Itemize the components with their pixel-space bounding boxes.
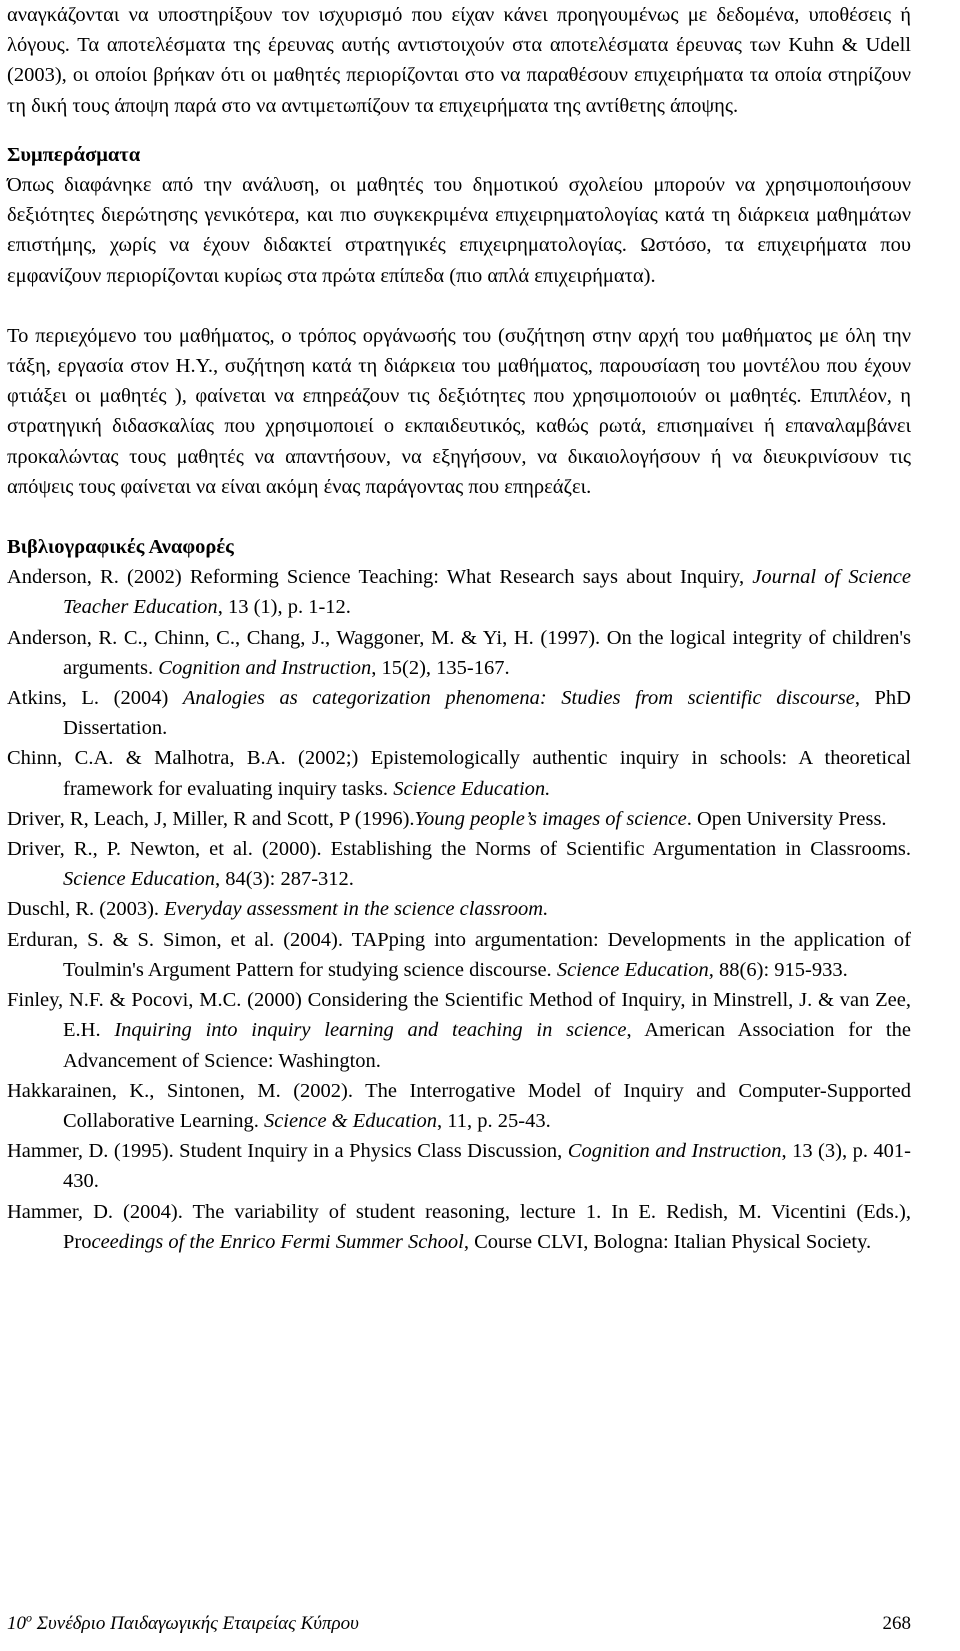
reference-item: Hammer, D. (2004). The variability of student reasoning, lecture 1. In E. Redish, M. Vicentini (Eds.), Proceedings of the Enrico Fermi Summer School, Course CLVI, Bologna: Italian Physical Society. [7,1200,911,1253]
reference-item: Finley, N.F. & Pocovi, M.C. (2000) Considering the Scientific Method of Inquiry, in Minstrell, J. & van Zee, E.H. Inquiring into inquiry learning and teaching in science, American Association for the Advancement of Science: Washington. [7,989,911,1072]
reference-item: Driver, R., P. Newton, et al. (2000). Establishing the Norms of Scientific Argumentation in Classrooms. Science Education, 84(3): 287-312. [7,838,911,891]
reference-item: Anderson, R. C., Chinn, C., Chang, J., Waggoner, M. & Yi, H. (1997). On the logical integrity of children's arguments. Cognition and Instruction, 15(2), 135-167. [7,626,911,679]
reference-item: Hammer, D. (1995). Student Inquiry in a Physics Class Discussion, Cognition and Instruction, 13 (3), p. 401-430. [7,1140,911,1193]
references-heading: Βιβλιογραφικές Αναφορές [7,536,234,559]
reference-item: Anderson, R. (2002) Reforming Science Teaching: What Research says about Inquiry, Journal of Science Teacher Education, 13 (1), p. 1-12. [7,566,911,619]
reference-item: Erduran, S. & S. Simon, et al. (2004). TAPping into argumentation: Developments in the application of Toulmin's Argument Pattern for studying science discourse. Science Education, 88(6): 915-933. [7,928,911,981]
page-number: 268 [882,1613,911,1634]
references-list [7,562,911,1257]
conclusions-heading: Συμπεράσματα [7,143,141,166]
conclusions-paragraph-1: Όπως διαφάνηκε από την ανάλυση, οι μαθητές του δημοτικού σχολείου μπορούν να χρησιμοποιήσουν δεξιότητες διερώτησης γενικότερα, και πιο συγκεκριμένα επιχειρηματολογίας κατά τη διάρκεια μαθημάτων επιστήμης, χωρίς να έχουν διδακτεί στρατηγικές επιχειρηματολογίας. Ωστόσο, τα επιχειρήματα που εμφανίζουν περιορίζονται κυρίως στα πρώτα επίπεδα (πιο απλά επιχειρήματα). [7,174,911,287]
intro-paragraph: αναγκάζονται να υποστηρίξουν τον ισχυρισμό που είχαν κάνει προηγουμένως με δεδομένα, υποθέσεις ή λόγους. Τα αποτελέσματα της έρευνας αυτής αντιστοιχούν στα αποτελέσματα έρευνας των Kuhn & Udell (2003), οι οποίοι βρήκαν ότι οι μαθητές περιορίζονται στο να παραθέσουν επιχειρήματα τα οποία στηρίζουν τη δική τους άποψη παρά στο να αντιμετωπίζουν τα επιχειρήματα της αντίθετης άποψης. [7,4,911,117]
reference-item: Hakkarainen, K., Sintonen, M. (2002). The Interrogative Model of Inquiry and Computer-Supported Collaborative Learning. Science & Education, 11, p. 25-43. [7,1079,911,1132]
conclusions-paragraph-2: Το περιεχόμενο του μαθήματος, ο τρόπος οργάνωσής του (συζήτηση στην αρχή του μαθήματος με όλη την τάξη, εργασία στον Η.Υ., συζήτηση κατά τη διάρκεια του μαθήματος, παρουσίαση του μοντέλου που έχουν φτιάξει οι μαθητές ), φαίνεται να επηρεάζουν τις δεξιότητες που χρησιμοποιούν οι μαθητές. Επιπλέον, η στρατηγική διδασκαλίας που χρησιμοποιεί ο εκπαιδευτικός, καθώς ρωτά, επισημαίνει ή επαναλαμβάνει προκαλώντας τους μαθητές να απαντήσουν, να εξηγήσουν, να δικαιολογήσουν ή να διευκρινίσουν τις απόψεις τους φαίνεται να είναι ακόμη ένας παράγοντας που επηρεάζει. [7,324,911,498]
page-footer [7,1611,911,1637]
reference-item: Duschl, R. (2003). Everyday assessment in the science classroom. [7,898,549,921]
reference-item: Driver, R, Leach, J, Miller, R and Scott, P (1996).Young people’s images of science. Open University Press. [7,807,887,830]
conference-name: $10^o$ Συνέδριο Παιδαγωγικής Εταιρείας Κύπρου [7,1610,359,1634]
reference-item: Chinn, C.A. & Malhotra, B.A. (2002;) Epistemologically authentic inquiry in schools: A theoretical framework for evaluating inquiry tasks. Science Education. [7,747,911,800]
reference-item: Atkins, L. (2004) Analogies as categorization phenomena: Studies from scientific discourse, PhD Dissertation. [7,687,911,740]
document-page [7,0,911,1257]
